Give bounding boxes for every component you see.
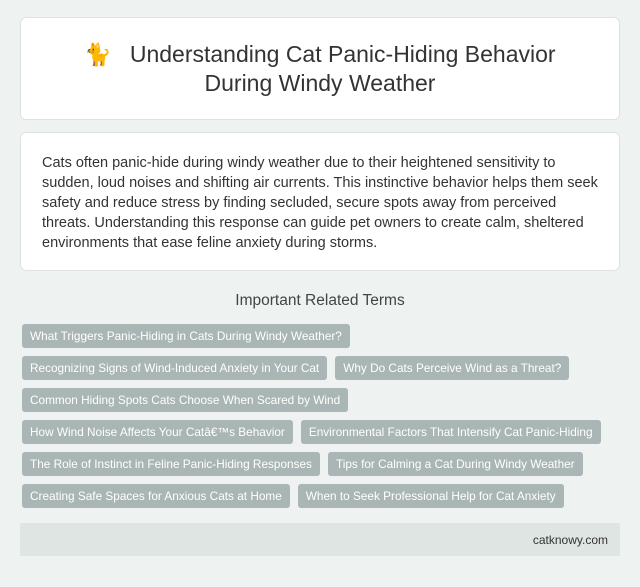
related-term-tag[interactable]: The Role of Instinct in Feline Panic-Hiding Responses (22, 452, 320, 476)
summary-text: Cats often panic-hide during windy weather due to their heightened sensitivity to sudden, loud noises and shifting air currents. This instinctive behavior helps them seek safety and reduce stress by finding secluded, secure spots away from perceived threats. Understanding this response can guide pet owners to create calm, sheltered environments that ease feline anxiety during storms. (42, 155, 598, 251)
related-term-tag[interactable]: Recognizing Signs of Wind-Induced Anxiety in Your Cat (22, 356, 327, 380)
related-terms-row (22, 452, 622, 476)
related-terms-list (22, 324, 622, 516)
page-title-text: Understanding Cat Panic-Hiding Behavior During Windy Weather (129, 40, 556, 96)
related-term-tag[interactable]: Environmental Factors That Intensify Cat Panic-Hiding (301, 420, 601, 444)
footer-site[interactable]: catknowy.com (532, 532, 608, 547)
related-term-tag[interactable]: When to Seek Professional Help for Cat Anxiety (298, 484, 564, 508)
related-term-tag[interactable]: Creating Safe Spaces for Anxious Cats at Home (22, 484, 290, 508)
title-card (20, 17, 620, 120)
related-terms-row (22, 420, 622, 444)
related-term-tag[interactable]: Common Hiding Spots Cats Choose When Scared by Wind (22, 388, 348, 412)
related-term-tag[interactable]: What Triggers Panic-Hiding in Cats During Windy Weather? (22, 324, 350, 348)
related-terms-heading: Important Related Terms (235, 292, 405, 309)
related-terms-row (22, 484, 622, 508)
related-term-tag[interactable]: Tips for Calming a Cat During Windy Weather (328, 452, 583, 476)
footer (20, 523, 620, 556)
page-title (60, 40, 580, 98)
related-terms-row (22, 388, 622, 412)
summary-card (20, 132, 620, 271)
related-terms-row (22, 324, 622, 348)
cat-icon: 🐈 (84, 41, 112, 67)
related-term-tag[interactable]: Why Do Cats Perceive Wind as a Threat? (335, 356, 569, 380)
related-term-tag[interactable]: How Wind Noise Affects Your Catâ€™s Behavior (22, 420, 293, 444)
related-terms-row (22, 356, 622, 380)
